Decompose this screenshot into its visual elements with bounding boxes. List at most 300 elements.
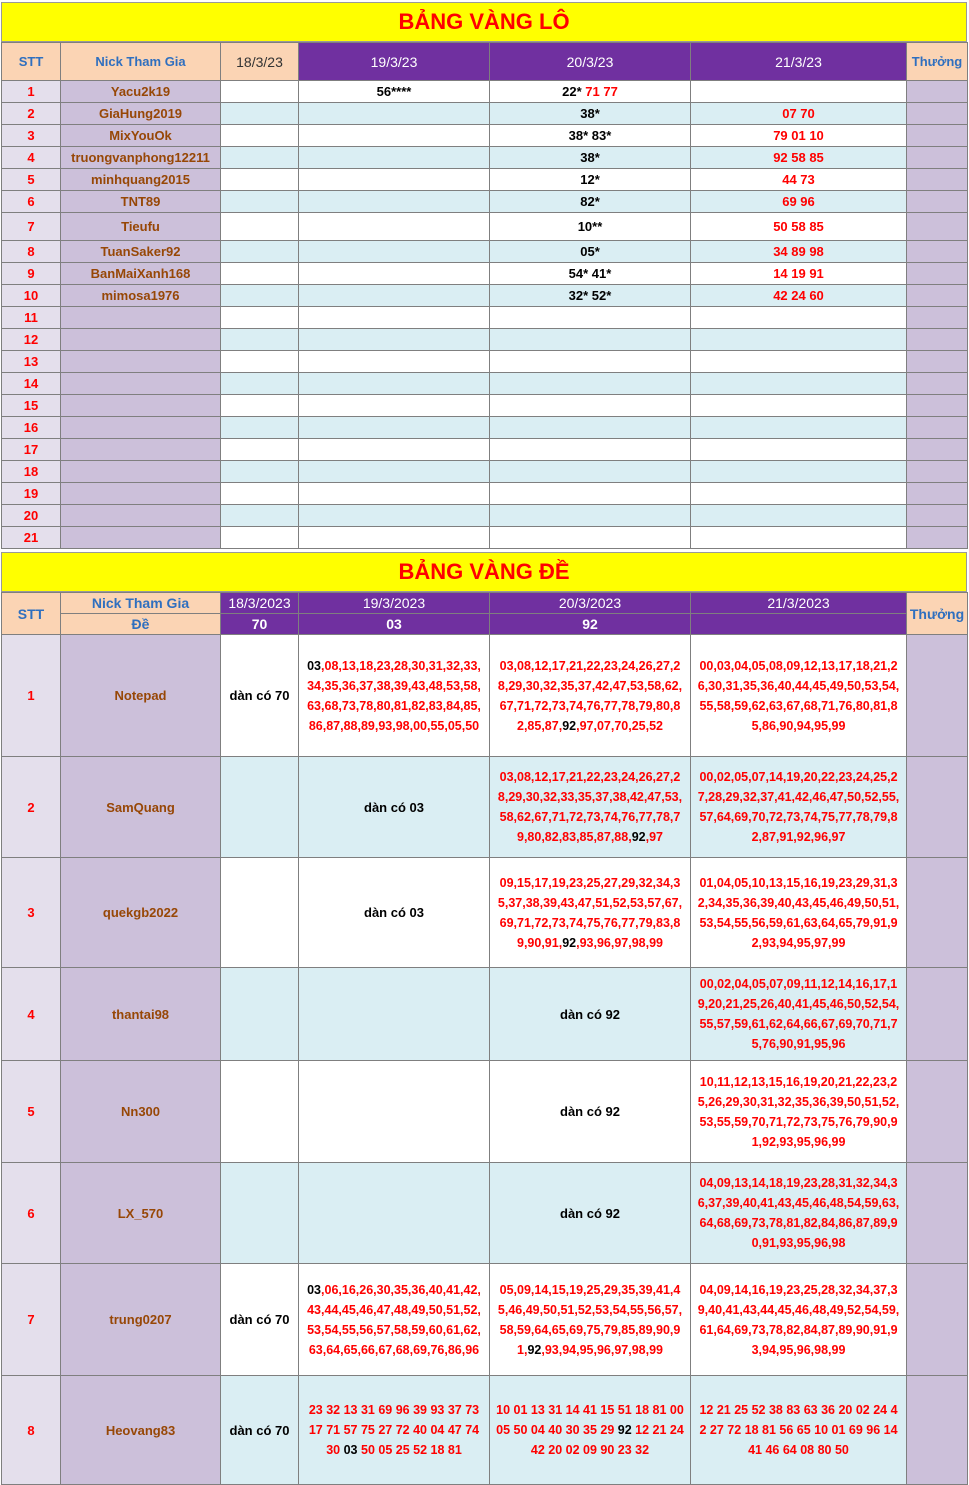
lo-stt: 8 bbox=[2, 241, 61, 263]
lo-table-row bbox=[2, 169, 968, 191]
lo-star-numbers: 38* 83* bbox=[568, 128, 612, 143]
lo-table-row bbox=[2, 81, 968, 103]
de-number-segment: 05,09,14,15,19,25,29,35,39,41,45,46,49,50,51,52,53,54,55,56,57,58,59,64,65,69,75,79,85,89,90,91, bbox=[497, 1282, 683, 1357]
lo-cell-date-3 bbox=[490, 169, 691, 191]
de-number-list bbox=[693, 1072, 904, 1152]
de-cell-d4 bbox=[691, 1061, 907, 1163]
lo-cell-date-3 bbox=[490, 461, 691, 483]
lo-nick bbox=[61, 373, 221, 395]
de-nick: quekgb2022 bbox=[61, 858, 221, 968]
lo-stt: 19 bbox=[2, 483, 61, 505]
de-cell-d1 bbox=[221, 858, 299, 968]
de-table-row bbox=[2, 968, 968, 1061]
lo-star-numbers: 54* 41* bbox=[568, 266, 612, 281]
lo-stt: 17 bbox=[2, 439, 61, 461]
de-nick: Notepad bbox=[61, 635, 221, 757]
de-nick: LX_570 bbox=[61, 1163, 221, 1264]
lo-cell-date-1 bbox=[221, 285, 299, 307]
de-stt: 6 bbox=[2, 1163, 61, 1264]
de-title-banner bbox=[1, 552, 967, 592]
lo-cell-date-2 bbox=[299, 461, 490, 483]
lo-header-nick: Nick Tham Gia bbox=[61, 43, 221, 81]
lo-star-numbers: 05* bbox=[580, 244, 600, 259]
de-number-list bbox=[492, 873, 688, 953]
lo-nick: TNT89 bbox=[61, 191, 221, 213]
de-stt: 2 bbox=[2, 757, 61, 858]
de-cell-d1 bbox=[221, 1061, 299, 1163]
lo-hit-numbers: 71 77 bbox=[585, 84, 618, 99]
de-cell-d2 bbox=[299, 1061, 490, 1163]
lo-cell-date-4: 34 89 98 bbox=[691, 241, 907, 263]
lo-cell-thuong bbox=[907, 483, 968, 505]
lo-nick bbox=[61, 461, 221, 483]
de-stt: 3 bbox=[2, 858, 61, 968]
de-result-1: 70 bbox=[221, 614, 299, 635]
lo-cell-thuong bbox=[907, 81, 968, 103]
lo-header-date-2: 19/3/23 bbox=[299, 43, 490, 81]
lo-cell-date-1 bbox=[221, 147, 299, 169]
lo-table-row bbox=[2, 439, 968, 461]
lo-table-row bbox=[2, 147, 968, 169]
de-result-label: Đề bbox=[61, 614, 221, 635]
de-number-segment: 09,15,17,19,23,25,27,29,32,34,35,37,38,39,43,47,51,52,53,57,67,69,71,72,73,74,75,76,77,79,83,89,90,91, bbox=[497, 875, 683, 950]
lo-nick bbox=[61, 505, 221, 527]
lo-cell-date-3 bbox=[490, 103, 691, 125]
lo-table-row bbox=[2, 213, 968, 241]
lo-cell-date-3 bbox=[490, 351, 691, 373]
de-number-segment: 92 bbox=[562, 718, 577, 733]
lo-table-row bbox=[2, 395, 968, 417]
de-header-date-3: 20/3/2023 bbox=[490, 593, 691, 614]
lo-cell-date-2 bbox=[299, 439, 490, 461]
lo-cell-date-2 bbox=[299, 169, 490, 191]
de-header-date-1: 18/3/2023 bbox=[221, 593, 299, 614]
de-cell-d1 bbox=[221, 1163, 299, 1264]
de-cell-d2: dàn có 03 bbox=[299, 757, 490, 858]
lo-cell-date-4 bbox=[691, 505, 907, 527]
lo-cell-thuong bbox=[907, 241, 968, 263]
lo-nick bbox=[61, 307, 221, 329]
de-number-segment: 92 bbox=[562, 935, 577, 950]
lo-stt: 1 bbox=[2, 81, 61, 103]
lo-cell-date-3 bbox=[490, 527, 691, 549]
lo-table-row bbox=[2, 483, 968, 505]
lo-stt: 5 bbox=[2, 169, 61, 191]
de-header-date-4: 21/3/2023 bbox=[691, 593, 907, 614]
lo-cell-date-4 bbox=[691, 307, 907, 329]
de-nick: SamQuang bbox=[61, 757, 221, 858]
de-number-segment: 03 bbox=[307, 658, 322, 673]
de-number-list bbox=[693, 1280, 904, 1360]
de-cell-d2 bbox=[299, 968, 490, 1061]
lo-table-row bbox=[2, 505, 968, 527]
de-cell-d4 bbox=[691, 1264, 907, 1376]
de-stt: 4 bbox=[2, 968, 61, 1061]
lo-table-row bbox=[2, 351, 968, 373]
lo-nick: Tieufu bbox=[61, 213, 221, 241]
lo-stt: 6 bbox=[2, 191, 61, 213]
lo-cell-date-3 bbox=[490, 263, 691, 285]
lo-stt: 3 bbox=[2, 125, 61, 147]
de-cell-d4 bbox=[691, 1163, 907, 1264]
de-number-segment: 23 32 13 31 69 96 39 93 37 73 17 71 57 75 27 72 40 04 47 74 30 bbox=[308, 1403, 480, 1457]
lo-cell-date-2 bbox=[299, 103, 490, 125]
de-header-thuong: Thưởng bbox=[907, 593, 968, 635]
de-cell-d3: dàn có 92 bbox=[490, 968, 691, 1061]
de-cell-d3: dàn có 92 bbox=[490, 1163, 691, 1264]
lo-cell-date-2 bbox=[299, 483, 490, 505]
lo-cell-date-2 bbox=[299, 351, 490, 373]
de-header-date-2: 19/3/2023 bbox=[299, 593, 490, 614]
lo-nick: BanMaiXanh168 bbox=[61, 263, 221, 285]
de-cell-thuong bbox=[907, 757, 968, 858]
lo-cell-date-4: 69 96 bbox=[691, 191, 907, 213]
lo-stt: 2 bbox=[2, 103, 61, 125]
de-number-segment: ,08,13,18,23,28,30,31,32,33,34,35,36,37,38,39,43,48,53,58,63,68,73,78,80,81,82,83,84,85,86,87,88,89,93,98,00,55,05,50 bbox=[307, 658, 481, 733]
lo-stt: 20 bbox=[2, 505, 61, 527]
lo-cell-date-4 bbox=[691, 373, 907, 395]
lo-cell-date-1 bbox=[221, 125, 299, 147]
lo-cell-date-2 bbox=[299, 285, 490, 307]
lo-cell-date-3 bbox=[490, 417, 691, 439]
lo-stt: 10 bbox=[2, 285, 61, 307]
lo-table-row bbox=[2, 241, 968, 263]
lo-cell-date-1 bbox=[221, 169, 299, 191]
lo-star-numbers: 38* bbox=[580, 150, 600, 165]
lo-cell-date-1 bbox=[221, 103, 299, 125]
lo-header-date-4: 21/3/23 bbox=[691, 43, 907, 81]
de-table-row bbox=[2, 1163, 968, 1264]
lo-cell-date-4 bbox=[691, 439, 907, 461]
de-stt: 8 bbox=[2, 1376, 61, 1485]
lo-cell-date-3 bbox=[490, 329, 691, 351]
lo-cell-date-4: 07 70 bbox=[691, 103, 907, 125]
lo-nick bbox=[61, 527, 221, 549]
de-cell-thuong bbox=[907, 1061, 968, 1163]
lo-table-row bbox=[2, 285, 968, 307]
lo-cell-date-1 bbox=[221, 307, 299, 329]
lo-cell-date-2 bbox=[299, 241, 490, 263]
de-number-segment: 00,02,04,05,07,09,11,12,14,16,17,19,20,21,25,26,40,41,45,46,50,52,54,55,57,59,61,62,64,66,67,69,70,71,75,76,90,91,95,96 bbox=[697, 977, 900, 1051]
de-table bbox=[1, 592, 968, 1485]
lo-table-row bbox=[2, 373, 968, 395]
de-number-list bbox=[693, 1173, 904, 1253]
de-number-list bbox=[693, 974, 904, 1054]
lo-cell-date-3 bbox=[490, 213, 691, 241]
de-number-segment: 03 bbox=[343, 1443, 358, 1457]
lo-cell-date-4: 42 24 60 bbox=[691, 285, 907, 307]
lo-header-stt: STT bbox=[2, 43, 61, 81]
de-nick: thantai98 bbox=[61, 968, 221, 1061]
lo-cell-thuong bbox=[907, 461, 968, 483]
de-cell-d4 bbox=[691, 858, 907, 968]
de-number-segment: ,97,07,70,25,52 bbox=[576, 718, 663, 733]
lo-star-numbers: 32* 52* bbox=[568, 288, 612, 303]
de-number-list bbox=[492, 1400, 688, 1460]
de-number-segment: 04,09,14,16,19,23,25,28,32,34,37,39,40,41,43,44,45,46,48,49,52,54,59,61,64,69,73,78,82,84,87,89,90,91,93,94,95,96,98,99 bbox=[697, 1282, 900, 1357]
lo-stt: 15 bbox=[2, 395, 61, 417]
lo-cell-date-4 bbox=[691, 81, 907, 103]
de-result-3: 92 bbox=[490, 614, 691, 635]
de-number-list bbox=[301, 656, 487, 736]
de-header-row bbox=[2, 593, 968, 614]
de-number-segment: 00,02,05,07,14,19,20,22,23,24,25,27,28,29,32,37,41,42,46,47,50,52,55,57,64,69,70,72,73,74,75,77,78,79,82,87,91,92,96,97 bbox=[697, 770, 900, 844]
de-cell-d2 bbox=[299, 1163, 490, 1264]
lo-cell-date-2 bbox=[299, 373, 490, 395]
de-number-list bbox=[693, 767, 904, 847]
de-stt: 7 bbox=[2, 1264, 61, 1376]
de-cell-d4 bbox=[691, 757, 907, 858]
lo-cell-date-4 bbox=[691, 395, 907, 417]
lo-stt: 18 bbox=[2, 461, 61, 483]
de-nick: Heovang83 bbox=[61, 1376, 221, 1485]
lo-header-row bbox=[2, 43, 968, 81]
de-cell-d3 bbox=[490, 635, 691, 757]
lo-cell-date-2 bbox=[299, 417, 490, 439]
lo-table-row bbox=[2, 329, 968, 351]
lo-star-numbers: 22* bbox=[562, 84, 586, 99]
lo-cell-date-3 bbox=[490, 483, 691, 505]
lo-cell-date-3 bbox=[490, 395, 691, 417]
lo-cell-date-1 bbox=[221, 81, 299, 103]
lo-cell-thuong bbox=[907, 417, 968, 439]
lo-cell-thuong bbox=[907, 169, 968, 191]
de-cell-thuong bbox=[907, 968, 968, 1061]
lo-star-numbers: 82* bbox=[580, 194, 600, 209]
lo-cell-thuong bbox=[907, 527, 968, 549]
de-number-list bbox=[492, 1280, 688, 1360]
lo-cell-date-3 bbox=[490, 81, 691, 103]
lo-nick: TuanSaker92 bbox=[61, 241, 221, 263]
lo-cell-date-2 bbox=[299, 213, 490, 241]
de-number-segment: 12 21 24 42 20 02 09 90 23 32 bbox=[530, 1423, 684, 1457]
de-number-segment: 92 bbox=[617, 1423, 632, 1437]
lo-nick: GiaHung2019 bbox=[61, 103, 221, 125]
de-number-list bbox=[693, 656, 904, 736]
de-number-list bbox=[301, 1400, 487, 1460]
lo-header-date-3: 20/3/23 bbox=[490, 43, 691, 81]
de-number-segment: 92 bbox=[631, 830, 646, 844]
lo-cell-date-3 bbox=[490, 505, 691, 527]
lo-stt: 16 bbox=[2, 417, 61, 439]
de-number-segment: 10 01 13 31 14 41 15 51 18 81 00 05 50 04 40 30 35 29 bbox=[496, 1403, 684, 1437]
de-cell-d4 bbox=[691, 1376, 907, 1485]
lo-cell-date-4 bbox=[691, 329, 907, 351]
de-cell-d1: dàn có 70 bbox=[221, 635, 299, 757]
lo-cell-date-4 bbox=[691, 351, 907, 373]
de-number-list bbox=[492, 767, 688, 847]
de-number-segment: ,93,96,97,98,99 bbox=[576, 935, 663, 950]
lo-cell-date-2 bbox=[299, 125, 490, 147]
de-cell-d2 bbox=[299, 635, 490, 757]
de-result-4 bbox=[691, 614, 907, 635]
lo-stt: 9 bbox=[2, 263, 61, 285]
de-cell-d1 bbox=[221, 968, 299, 1061]
lo-cell-date-2 bbox=[299, 307, 490, 329]
lo-cell-thuong bbox=[907, 125, 968, 147]
de-number-segment: 04,09,13,14,18,19,23,28,31,32,34,36,37,39,40,41,43,45,46,48,54,59,63,64,68,69,73,78,81,82,84,86,87,89,90,91,93,95,96,98 bbox=[697, 1176, 900, 1250]
de-number-segment: 50 05 25 52 18 81 bbox=[357, 1443, 462, 1457]
de-table-row bbox=[2, 1061, 968, 1163]
de-cell-thuong bbox=[907, 1376, 968, 1485]
lo-cell-date-4: 50 58 85 bbox=[691, 213, 907, 241]
lo-table-row bbox=[2, 461, 968, 483]
lo-table-row bbox=[2, 263, 968, 285]
lo-cell-thuong bbox=[907, 147, 968, 169]
de-cell-d2 bbox=[299, 1264, 490, 1376]
de-number-segment: ,06,16,26,30,35,36,40,41,42,43,44,45,46,47,48,49,50,51,52,53,54,55,56,57,58,59,60,61,62,63,64,65,66,67,68,69,76,86,96 bbox=[307, 1282, 481, 1357]
de-number-segment: 01,04,05,10,13,15,16,19,23,29,31,32,34,35,36,39,40,43,45,46,49,50,51,53,54,55,56,59,61,63,64,65,79,91,92,93,94,95,97,99 bbox=[697, 875, 900, 950]
lo-cell-date-1 bbox=[221, 395, 299, 417]
de-number-segment: ,93,94,95,96,97,98,99 bbox=[541, 1342, 663, 1357]
lo-cell-thuong bbox=[907, 307, 968, 329]
lo-cell-date-1 bbox=[221, 329, 299, 351]
lo-cell-thuong bbox=[907, 285, 968, 307]
lo-cell-date-2 bbox=[299, 505, 490, 527]
de-result-2: 03 bbox=[299, 614, 490, 635]
lo-star-numbers: 10** bbox=[577, 219, 603, 234]
de-cell-thuong bbox=[907, 1163, 968, 1264]
lo-cell-date-1 bbox=[221, 439, 299, 461]
lo-cell-date-4: 79 01 10 bbox=[691, 125, 907, 147]
de-cell-d4 bbox=[691, 635, 907, 757]
lo-cell-date-3 bbox=[490, 373, 691, 395]
de-number-segment: ,97 bbox=[645, 830, 663, 844]
de-cell-d3 bbox=[490, 757, 691, 858]
lo-header-thuong: Thưởng bbox=[907, 43, 968, 81]
lo-table-row bbox=[2, 191, 968, 213]
de-result-row bbox=[2, 614, 968, 635]
de-number-segment: 03,08,12,17,21,22,23,24,26,27,28,29,30,32,33,35,37,38,42,47,53,58,62,67,71,72,73,74,76,77,78,79,80,82,83,85,87,88, bbox=[497, 770, 683, 844]
lo-cell-date-1 bbox=[221, 373, 299, 395]
lo-cell-date-1 bbox=[221, 351, 299, 373]
lo-cell-thuong bbox=[907, 395, 968, 417]
lo-nick: minhquang2015 bbox=[61, 169, 221, 191]
lo-cell-date-3 bbox=[490, 125, 691, 147]
lo-table bbox=[1, 42, 968, 549]
lo-nick: MixYouOk bbox=[61, 125, 221, 147]
lo-cell-date-2 bbox=[299, 191, 490, 213]
de-title: BẢNG VÀNG ĐỀ bbox=[398, 559, 570, 584]
de-cell-thuong bbox=[907, 1264, 968, 1376]
lo-star-numbers: 12* bbox=[580, 172, 600, 187]
lo-nick bbox=[61, 351, 221, 373]
lo-table-row bbox=[2, 103, 968, 125]
lo-table-row bbox=[2, 527, 968, 549]
lo-stt: 7 bbox=[2, 213, 61, 241]
de-table-row bbox=[2, 757, 968, 858]
lo-cell-date-3 bbox=[490, 307, 691, 329]
de-cell-d3 bbox=[490, 1376, 691, 1485]
lo-nick bbox=[61, 395, 221, 417]
lo-cell-date-1 bbox=[221, 527, 299, 549]
de-number-list bbox=[693, 873, 904, 953]
lo-cell-date-3 bbox=[490, 147, 691, 169]
lo-cell-date-1 bbox=[221, 241, 299, 263]
de-number-segment: 10,11,12,13,15,16,19,20,21,22,23,25,26,29,30,31,32,35,36,39,50,51,52,53,55,59,70,71,72,73,75,76,79,90,91,92,93,95,96,99 bbox=[697, 1074, 900, 1149]
lo-nick: Yacu2k19 bbox=[61, 81, 221, 103]
lo-stt: 21 bbox=[2, 527, 61, 549]
de-cell-d2 bbox=[299, 1376, 490, 1485]
de-cell-d4 bbox=[691, 968, 907, 1061]
lo-stt: 13 bbox=[2, 351, 61, 373]
lo-cell-date-3 bbox=[490, 439, 691, 461]
lo-cell-date-2 bbox=[299, 527, 490, 549]
de-cell-thuong bbox=[907, 635, 968, 757]
de-number-segment: 03,08,12,17,21,22,23,24,26,27,28,29,30,32,35,37,42,47,53,58,62,67,71,72,73,74,76,77,78,79,80,82,85,87, bbox=[497, 658, 683, 733]
lo-table-row bbox=[2, 125, 968, 147]
de-cell-d3 bbox=[490, 858, 691, 968]
lo-nick: truongvanphong12211 bbox=[61, 147, 221, 169]
lo-cell-date-3 bbox=[490, 285, 691, 307]
lo-cell-date-2 bbox=[299, 263, 490, 285]
de-stt: 5 bbox=[2, 1061, 61, 1163]
lo-cell-thuong bbox=[907, 439, 968, 461]
lo-cell-date-3 bbox=[490, 241, 691, 263]
de-cell-thuong bbox=[907, 858, 968, 968]
lo-stt: 14 bbox=[2, 373, 61, 395]
lo-cell-date-1 bbox=[221, 417, 299, 439]
lo-title-banner bbox=[1, 2, 967, 42]
lo-cell-date-4 bbox=[691, 417, 907, 439]
lo-cell-date-1 bbox=[221, 461, 299, 483]
lo-stt: 12 bbox=[2, 329, 61, 351]
de-number-segment: 92 bbox=[527, 1342, 542, 1357]
de-number-list bbox=[693, 1400, 904, 1460]
lo-cell-date-2 bbox=[299, 147, 490, 169]
lo-nick bbox=[61, 483, 221, 505]
lo-nick bbox=[61, 439, 221, 461]
lo-cell-date-1 bbox=[221, 263, 299, 285]
de-cell-d1: dàn có 70 bbox=[221, 1264, 299, 1376]
lo-cell-date-4: 14 19 91 bbox=[691, 263, 907, 285]
lo-cell-date-1 bbox=[221, 483, 299, 505]
lo-cell-thuong bbox=[907, 103, 968, 125]
de-table-row bbox=[2, 858, 968, 968]
de-cell-d3: dàn có 92 bbox=[490, 1061, 691, 1163]
lo-cell-date-4 bbox=[691, 483, 907, 505]
lo-cell-thuong bbox=[907, 329, 968, 351]
de-number-segment: 12 21 25 52 38 83 63 36 20 02 24 42 27 72 18 81 56 65 10 01 69 96 14 41 46 64 08 80 50 bbox=[699, 1403, 898, 1457]
lo-cell-date-4 bbox=[691, 527, 907, 549]
de-table-row bbox=[2, 635, 968, 757]
lo-cell-thuong bbox=[907, 351, 968, 373]
lo-cell-thuong bbox=[907, 213, 968, 241]
lo-table-row bbox=[2, 307, 968, 329]
de-table-row bbox=[2, 1376, 968, 1485]
de-number-segment: 03 bbox=[307, 1282, 322, 1297]
lo-cell-date-1 bbox=[221, 505, 299, 527]
lo-cell-date-4: 92 58 85 bbox=[691, 147, 907, 169]
de-nick: Nn300 bbox=[61, 1061, 221, 1163]
de-cell-d3 bbox=[490, 1264, 691, 1376]
lo-cell-thuong bbox=[907, 373, 968, 395]
lo-cell-date-4: 44 73 bbox=[691, 169, 907, 191]
de-header-stt: STT bbox=[2, 593, 61, 635]
lo-cell-thuong bbox=[907, 263, 968, 285]
lo-title: BẢNG VÀNG LÔ bbox=[398, 9, 570, 34]
de-stt: 1 bbox=[2, 635, 61, 757]
lo-cell-date-3 bbox=[490, 191, 691, 213]
lo-stt: 4 bbox=[2, 147, 61, 169]
lo-nick: mimosa1976 bbox=[61, 285, 221, 307]
de-nick: trung0207 bbox=[61, 1264, 221, 1376]
de-number-segment: 00,03,04,05,08,09,12,13,17,18,21,26,30,31,35,36,40,44,45,49,50,53,54,55,58,59,62,63,67,68,71,76,80,81,85,86,90,94,95,99 bbox=[697, 658, 900, 733]
lo-cell-thuong bbox=[907, 191, 968, 213]
lo-cell-date-1 bbox=[221, 191, 299, 213]
lo-cell-date-1 bbox=[221, 213, 299, 241]
de-table-row bbox=[2, 1264, 968, 1376]
